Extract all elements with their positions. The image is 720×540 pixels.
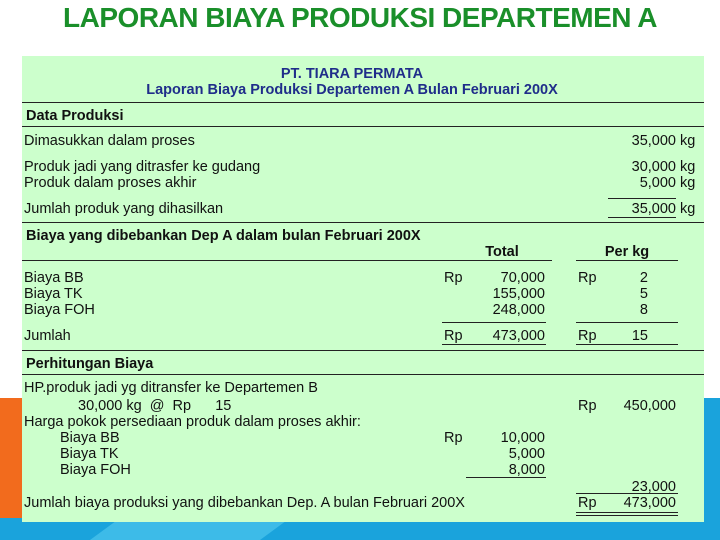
sum-underline [608, 198, 676, 199]
report-subtitle: Laporan Biaya Produksi Departemen A Bulan Februari 200X [146, 82, 558, 98]
currency: Rp [444, 328, 463, 344]
perhitungan-item-value: 8,000 [508, 462, 545, 478]
biaya-row-perkg: 8 [639, 302, 648, 318]
biaya-sum-label: Jumlah [24, 328, 71, 344]
sum-underline [442, 322, 546, 323]
row-unit: kg [680, 201, 696, 217]
header-divider [22, 102, 704, 103]
company-name: PT. TIARA PERMATA [280, 66, 424, 82]
row-value: 35,000 [631, 201, 676, 217]
subtotal-underline [576, 493, 678, 494]
biaya-row-perkg: 2 [639, 270, 648, 286]
perhitungan-item-label: Biaya TK [60, 446, 119, 462]
perhitungan-divider [22, 374, 704, 375]
harga-pokok-label: Harga pokok persediaan produk dalam proses akhir: [24, 414, 361, 430]
biaya-sum-total: 473,000 [492, 328, 545, 344]
biaya-divider-top [22, 222, 704, 223]
sum-double-underline [442, 344, 546, 345]
perhitungan-divider-top [22, 350, 704, 351]
row-unit: kg [680, 133, 696, 149]
perhitungan-item-value: 5,000 [508, 446, 545, 462]
sum-underline [576, 322, 678, 323]
biaya-sum-perkg: 15 [631, 328, 648, 344]
biaya-row-label: Biaya BB [24, 270, 84, 286]
row-label: Jumlah produk yang dihasilkan [24, 201, 224, 217]
biaya-row-label: Biaya TK [24, 286, 83, 302]
total-label: Jumlah biaya produksi yang dibebankan Dep. A bulan Februari 200X [24, 495, 465, 511]
total-double-underline [576, 515, 678, 516]
biaya-row-label: Biaya FOH [24, 302, 95, 318]
row-value: 5,000 [639, 175, 676, 191]
row-unit: kg [680, 159, 696, 175]
perhitungan-item-label: Biaya FOH [60, 462, 131, 478]
page-title: LAPORAN BIAYA PRODUKSI DEPARTEMEN A [63, 2, 657, 33]
currency: Rp [444, 430, 463, 446]
sum-double-underline [576, 344, 678, 345]
currency: Rp [444, 270, 463, 286]
row-label: Dimasukkan dalam proses [24, 133, 195, 149]
perhitungan-item-label: Biaya BB [60, 430, 120, 446]
biaya-divider-right [576, 260, 678, 261]
items-underline [466, 477, 546, 478]
total-value: 473,000 [623, 495, 676, 511]
perhitungan-heading: Perhitungan Biaya [26, 356, 154, 372]
currency: Rp [578, 495, 597, 511]
biaya-heading: Biaya yang dibebankan Dep A dalam bulan Februari 200X [26, 228, 421, 244]
biaya-row-perkg: 5 [639, 286, 648, 302]
data-produksi-heading: Data Produksi [26, 108, 124, 124]
col-perkg-header: Per kg [604, 244, 650, 260]
hp-label: HP.produk jadi yg ditransfer ke Departemen B [24, 380, 318, 396]
row-label: Produk dalam proses akhir [24, 175, 197, 191]
biaya-divider-left [22, 260, 552, 261]
biaya-row-total: 70,000 [500, 270, 545, 286]
sum-double-underline [608, 217, 676, 218]
total-double-underline [576, 512, 678, 513]
perhitungan-item-value: 10,000 [500, 430, 545, 446]
hp-value: 450,000 [623, 398, 676, 414]
col-total-header: Total [485, 244, 519, 260]
report-sheet [22, 56, 704, 522]
currency: Rp [578, 328, 597, 344]
biaya-row-total: 248,000 [492, 302, 545, 318]
subtotal-value: 23,000 [631, 479, 676, 495]
row-unit: kg [680, 175, 696, 191]
currency: Rp [578, 270, 597, 286]
currency: Rp [578, 398, 597, 414]
row-value: 30,000 [631, 159, 676, 175]
row-label: Produk jadi yang ditrasfer ke gudang [24, 159, 261, 175]
row-value: 35,000 [631, 133, 676, 149]
data-produksi-divider [22, 126, 704, 127]
biaya-row-total: 155,000 [492, 286, 545, 302]
hp-detail: 30,000 kg @ Rp 15 [78, 398, 232, 414]
